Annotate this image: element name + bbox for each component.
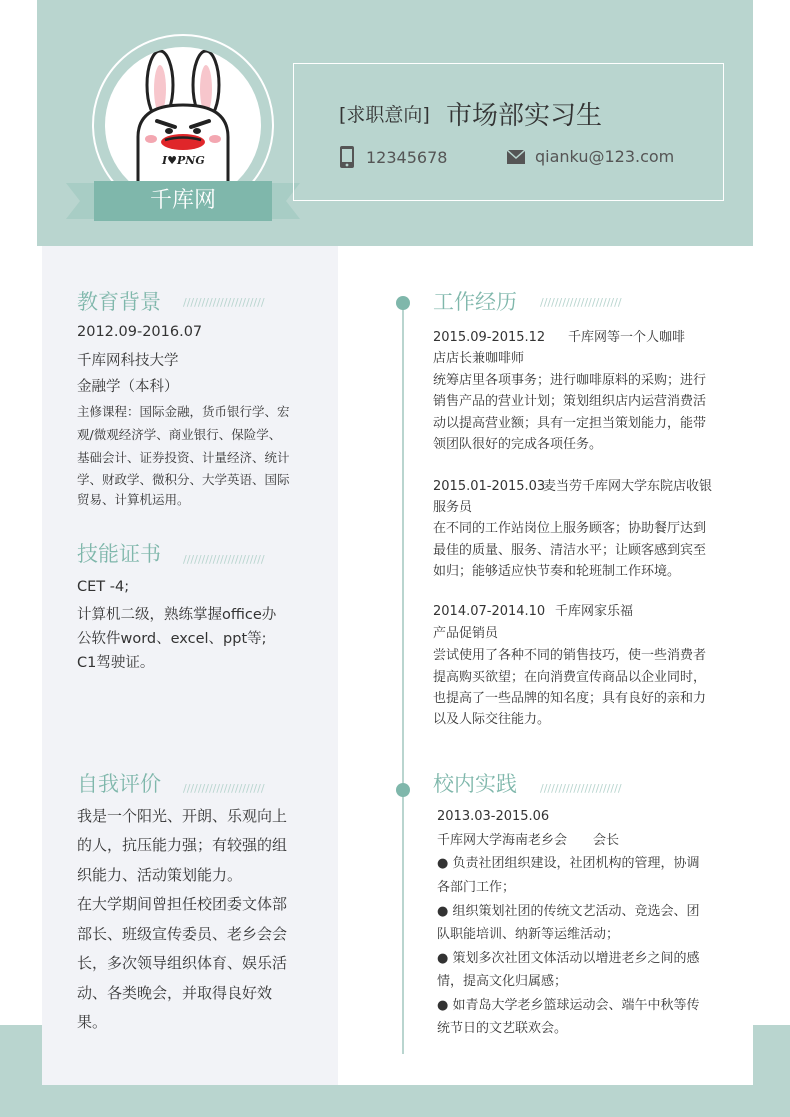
mail-icon [507,150,525,164]
bunny-illustration [105,47,261,203]
work-line: 如归；能够适应快节奏和轮班制工作环境。 [433,564,681,579]
work-line: 最佳的质量、服务、清洁水平；让顾客感到宾至 [433,543,707,558]
work-line: 动以提高营业额；具有一定担当策划能力，能带 [433,416,707,431]
work-line: 产品促销员 [433,626,499,641]
skills-title-decoration: ////////////////////// [183,553,265,566]
campus-line: 情，提高文化归属感； [437,974,568,989]
work-line: 销售产品的营业计划；策划组织店内运营消费活 [433,394,707,409]
work-title: 工作经历 [433,290,517,314]
skills-line: C1驾驶证。 [77,655,155,671]
self-evaluation-line: 织能力、活动策划能力。 [77,866,243,884]
phone-icon [339,146,355,168]
work-line: 提高购买欲望；在向消费宣传商品以企业同时， [433,670,707,685]
work-line: 在不同的工作站岗位上服务顾客；协助餐厅达到 [433,521,707,536]
campus-title-decoration: ////////////////////// [540,782,622,795]
self-evaluation-line: 部长、班级宣传委员、老乡会会 [77,925,288,943]
work-line: 也提高了一些品牌的知名度；具有良好的亲和力 [433,691,707,706]
work-company: 千库网家乐福 [555,604,634,619]
work-period: 2014.07-2014.10 [433,604,546,619]
education-courses-line: 主修课程：国际金融，货币银行学、宏 [77,404,290,419]
campus-line: ● 负责社团组织建设，社团机构的管理，协调 [437,856,700,871]
education-courses-line: 基础会计、证券投资、计量经济、统计 [77,450,290,465]
self-evaluation-line: 动、各类晚会，并取得良好效 [77,984,273,1002]
self-evaluation-line: 在大学期间曾担任校团委文体部 [77,895,288,913]
education-courses-line: 贸易、计算机运用。 [77,492,190,507]
work-period: 2015.01-2015.03 [433,479,546,494]
brand-name: 千库网 [149,188,216,213]
campus-line: ● 组织策划社团的传统文艺活动、竞选会、团 [437,904,700,919]
work-line: 服务员 [433,500,473,515]
timeline-dot [396,783,410,797]
work-period: 2015.09-2015.12 [433,330,546,345]
campus-period: 2013.03-2015.06 [437,809,550,824]
campus-title: 校内实践 [433,772,517,796]
education-title: 教育背景 [77,290,161,314]
campus-line: 统节日的文艺联欢会。 [437,1021,568,1036]
work-line: 领团队很好的完成各项任务。 [433,437,603,452]
skills-line: CET -4; [77,579,130,595]
avatar [105,47,261,203]
phone-number: 12345678 [366,148,448,167]
campus-line: 队职能培训、纳新等运维活动； [437,927,620,942]
email-address: qianku@123.com [535,147,675,166]
campus-line: ● 如青岛大学老乡篮球运动会、端午中秋等传 [437,998,700,1013]
self-evaluation-line: 长，多次领导组织体育、娱乐活 [77,954,288,972]
work-company: 千库网等一个人咖啡 [568,330,686,345]
self-evaluation-line: 的人，抗压能力强；有较强的组 [77,836,288,854]
intent-value: 市场部实习生 [446,101,603,131]
work-line: 以及人际交往能力。 [433,712,551,727]
self-evaluation-line: 果。 [77,1013,108,1031]
work-line: 统筹店里各项事务；进行咖啡原料的采购；进行 [433,373,707,388]
self-evaluation-title-decoration: ////////////////////// [183,782,265,795]
self-evaluation-title: 自我评价 [77,772,161,796]
campus-line: 各部门工作； [437,880,516,895]
work-title-decoration: ////////////////////// [540,296,622,309]
skills-title: 技能证书 [77,542,161,566]
skills-line: 计算机二级，熟练掌握office办 [77,607,277,623]
education-period: 2012.09-2016.07 [77,324,203,340]
campus-org: 千库网大学海南老乡会 [437,833,568,848]
campus-role: 会长 [593,833,620,848]
avatar-shirt-text: I♥PNG [162,154,205,167]
skills-line: 公软件word、excel、ppt等; [77,631,267,647]
intent-box [293,63,724,201]
work-line: 尝试使用了各种不同的销售技巧，使一些消费者 [433,648,707,663]
intent-label: [求职意向] [339,104,430,126]
timeline-line [402,302,404,1054]
education-courses-line: 学、财政学、微积分、大学英语、国际 [77,472,290,487]
education-courses-line: 观/微观经济学、商业银行、保险学、 [77,427,282,442]
work-company: 麦当劳千库网大学东院店收银 [543,479,713,494]
education-major: 金融学（本科） [77,379,179,395]
timeline-dot [396,296,410,310]
self-evaluation-line: 我是一个阳光、开朗、乐观向上 [77,807,288,825]
education-school: 千库网科技大学 [77,353,179,369]
education-title-decoration: ////////////////////// [183,296,265,309]
campus-line: ● 策划多次社团文体活动以增进老乡之间的感 [437,951,700,966]
work-line: 店店长兼咖啡师 [433,351,525,366]
